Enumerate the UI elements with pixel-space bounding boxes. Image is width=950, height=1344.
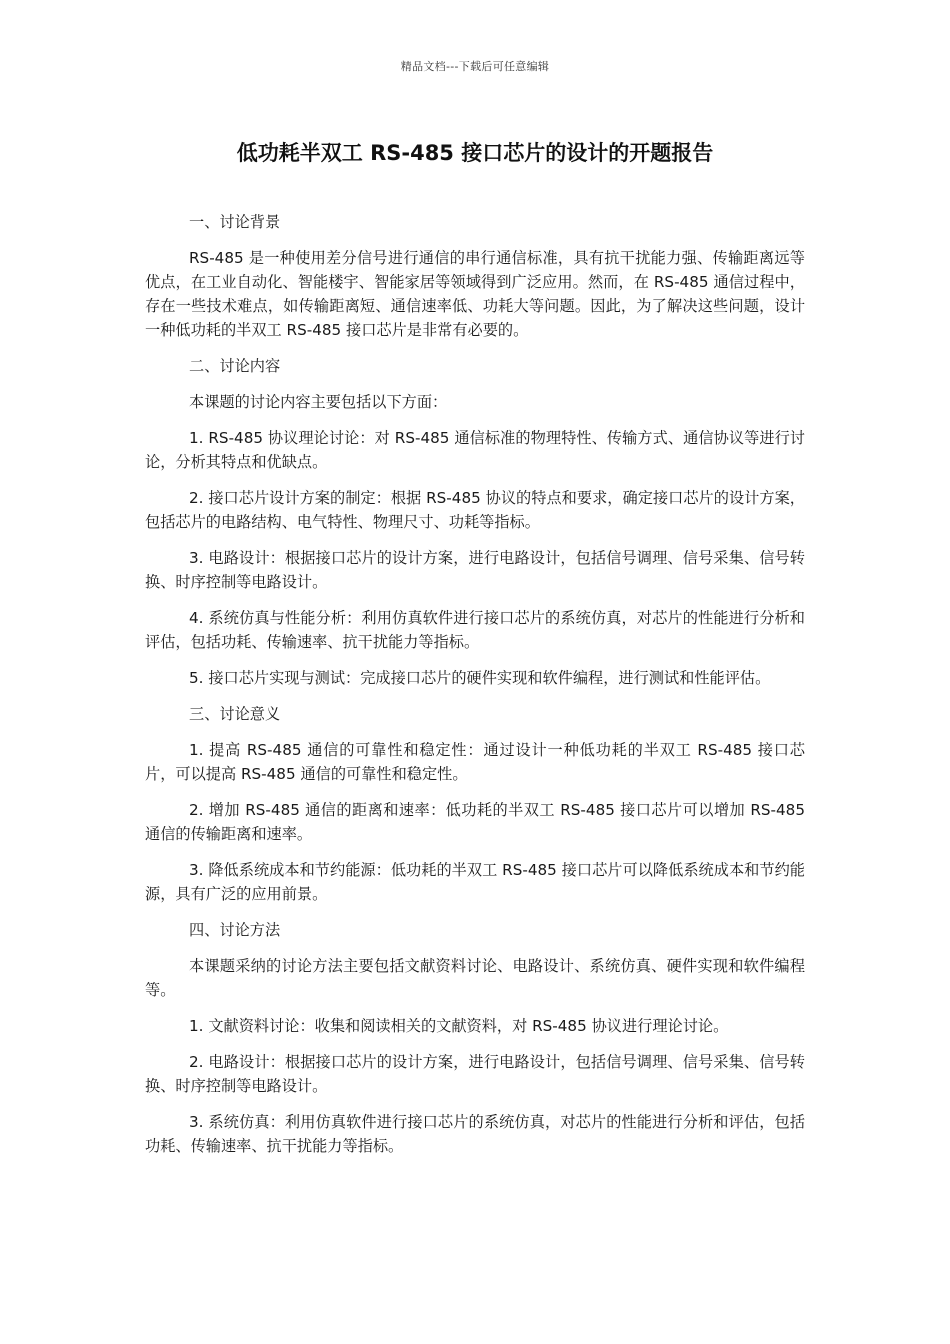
section-methods xyxy=(145,918,805,1158)
list-item: 2. 增加 RS-485 通信的距离和速率：低功耗的半双工 RS-485 接口芯片可以增加 RS-485 通信的传输距离和速率。 xyxy=(145,801,805,843)
list-item: 4. 系统仿真与性能分析：利用仿真软件进行接口芯片的系统仿真，对芯片的性能进行分析和评估，包括功耗、传输速率、抗干扰能力等指标。 xyxy=(145,609,805,651)
section-heading: 四、讨论方法 xyxy=(189,921,281,939)
page-header: 精品文档---下载后可任意编辑 xyxy=(400,60,550,73)
list-item: 1. 提高 RS-485 通信的可靠性和稳定性：通过设计一种低功耗的半双工 RS-485 接口芯片，可以提高 RS-485 通信的可靠性和稳定性。 xyxy=(145,741,805,783)
list-item: 1. 文献资料讨论：收集和阅读相关的文献资料，对 RS-485 协议进行理论讨论。 xyxy=(189,1017,729,1035)
section-heading: 三、讨论意义 xyxy=(189,705,281,723)
body-paragraph: 本课题的讨论内容主要包括以下方面： xyxy=(189,393,448,411)
list-item: 3. 电路设计：根据接口芯片的设计方案，进行电路设计，包括信号调理、信号采集、信号转换、时序控制等电路设计。 xyxy=(145,549,805,591)
section-significance xyxy=(145,702,805,906)
list-item: 2. 接口芯片设计方案的制定：根据 RS-485 协议的特点和要求，确定接口芯片的设计方案，包括芯片的电路结构、电气特性、物理尺寸、功耗等指标。 xyxy=(145,489,805,531)
section-background xyxy=(145,210,805,342)
document-title: 低功耗半双工 RS-485 接口芯片的设计的开题报告 xyxy=(236,141,714,165)
list-item: 3. 降低系统成本和节约能源：低功耗的半双工 RS-485 接口芯片可以降低系统成本和节约能源，具有广泛的应用前景。 xyxy=(145,861,805,903)
body-paragraph: 本课题采纳的讨论方法主要包括文献资料讨论、电路设计、系统仿真、硬件实现和软件编程等。 xyxy=(145,957,805,999)
section-heading: 一、讨论背景 xyxy=(189,213,281,231)
body-paragraph: RS-485 是一种使用差分信号进行通信的串行通信标准，具有抗干扰能力强、传输距离远等优点，在工业自动化、智能楼宇、智能家居等领域得到广泛应用。然而，在 RS-485 通信过程中，存在一些技术难点，如传输距离短、通信速率低、功耗大等问题。因此，为了解决这些问题，设计一种低功耗的半双工 RS-485 接口芯片是非常有必要的。 xyxy=(145,249,805,339)
list-item: 3. 系统仿真：利用仿真软件进行接口芯片的系统仿真，对芯片的性能进行分析和评估，包括功耗、传输速率、抗干扰能力等指标。 xyxy=(145,1113,805,1155)
document-body xyxy=(145,210,805,1170)
list-item: 1. RS-485 协议理论讨论：对 RS-485 通信标准的物理特性、传输方式、通信协议等进行讨论，分析其特点和优缺点。 xyxy=(145,429,805,471)
section-heading: 二、讨论内容 xyxy=(189,357,281,375)
list-item: 5. 接口芯片实现与测试：完成接口芯片的硬件实现和软件编程，进行测试和性能评估。 xyxy=(189,669,771,687)
section-content xyxy=(145,354,805,690)
list-item: 2. 电路设计：根据接口芯片的设计方案，进行电路设计，包括信号调理、信号采集、信号转换、时序控制等电路设计。 xyxy=(145,1053,805,1095)
